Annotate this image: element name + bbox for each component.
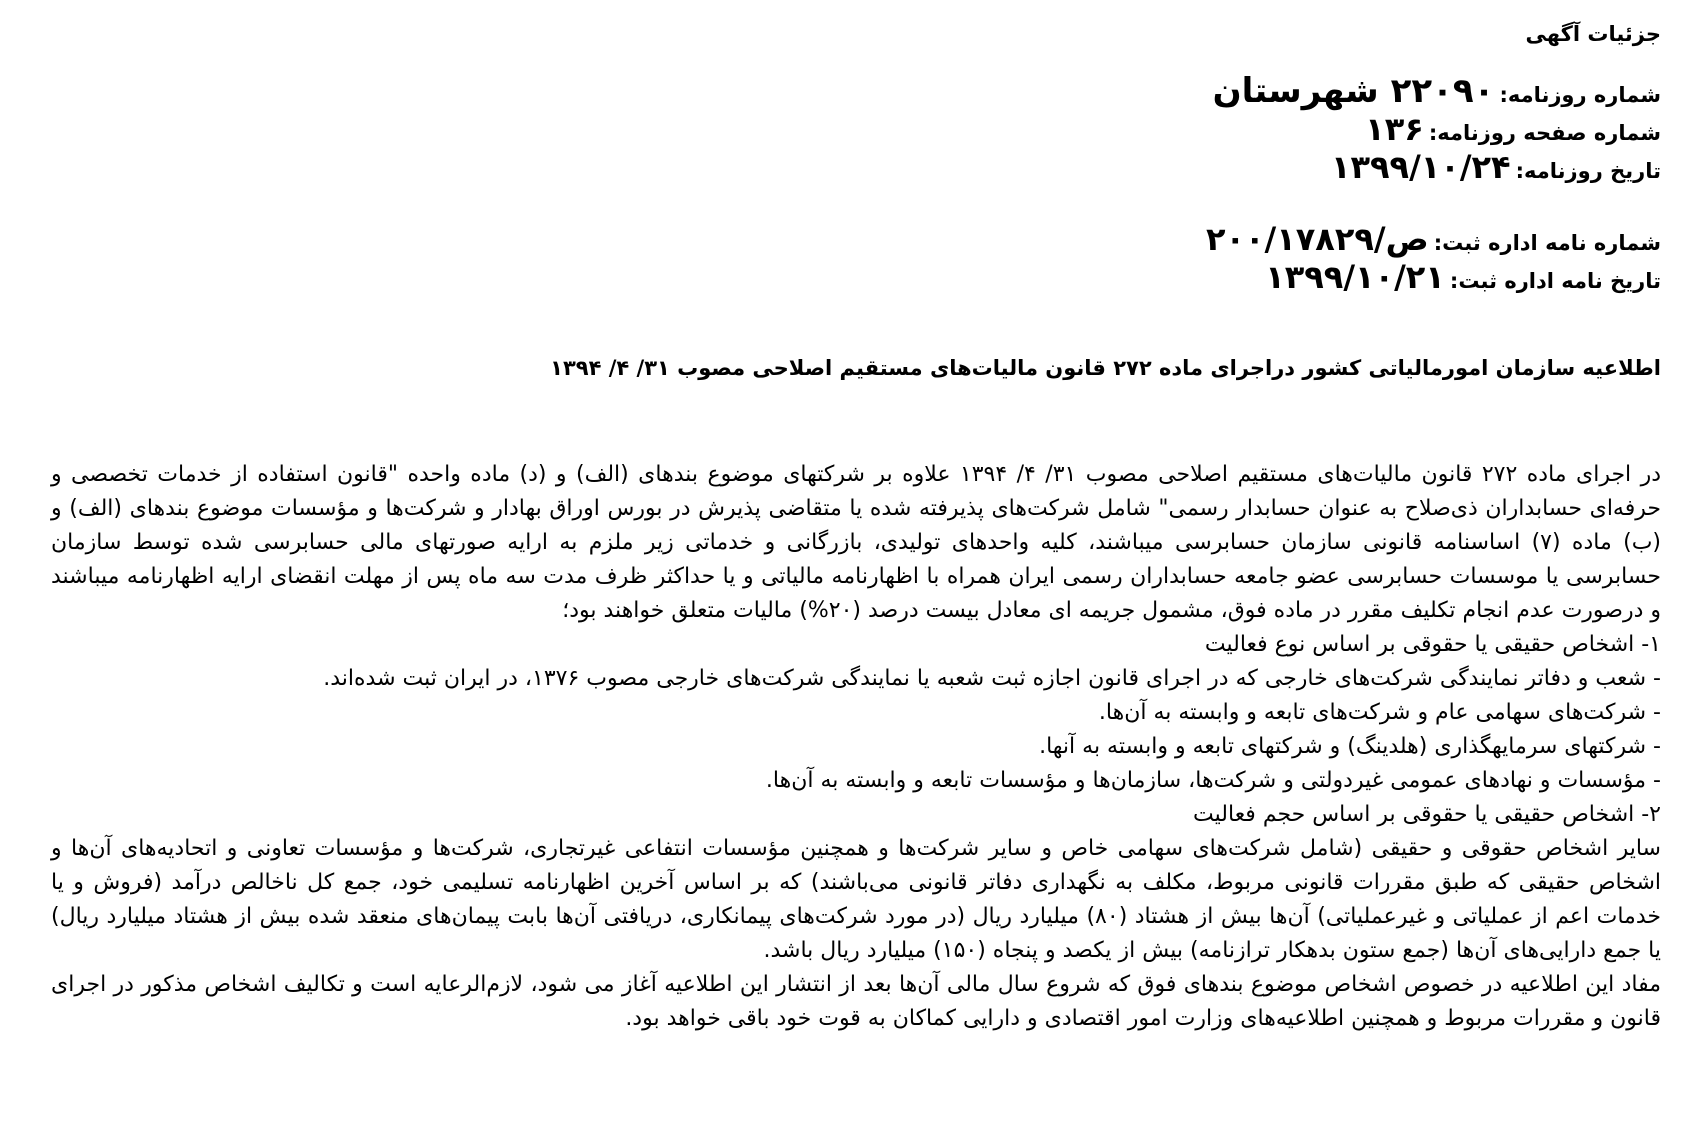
newspaper-page-row (1213, 110, 1661, 148)
newspaper-number-label: شماره روزنامه: (1499, 83, 1661, 107)
announcement-body (51, 458, 1661, 1036)
newspaper-page-label: شماره صفحه روزنامه: (1428, 121, 1661, 145)
registration-letter-number-value: ص/۲۰۰/۱۷۸۲۹ (1205, 220, 1429, 258)
section-2-title: ۲- اشخاص حقیقی یا حقوقی بر اساس حجم فعالیت (1193, 802, 1661, 827)
intro-paragraph: در اجرای ماده ۲۷۲ قانون مالیات‌های مستقیم اصلاحی مصوب ۳۱/ ۴/ ۱۳۹۴ علاوه بر شرکتهای موضوع بندهای (الف) و (د) ماده واحده "قانون استفاده از خدمات تخصصی و حرفه‌ای حسابداران ذی‌صلاح به عنوان حسابدار رسمی" شامل شرکت‌های پذیرفته شده یا متقاضی پذیرش در بورس اوراق بهادار و شرکت‌ها و مؤسسات موضوع بندهای (الف) و (ب) ماده (۷) اساسنامه قانونی سازمان حسابرسی میباشند، کلیه واحدهای تولیدی، بازرگانی و خدماتی زیر ملزم به ارایه صورتهای مالی حسابرسی شده توسط سازمان حسابرسی یا موسسات حسابرسی عضو جامعه حسابداران رسمی ایران همراه با اظهارنامه مالیاتی و یا حداکثر ظرف مدت سه ماه پس از مهلت انقضای ارایه اظهارنامه میباشند و درصورت عدم انجام تکلیف مقرر در ماده فوق، مشمول جریمه ای معادل بیست درصد (۲۰%) مالیات متعلق خواهند بود؛ (51, 462, 1662, 623)
newspaper-date-row (1213, 148, 1661, 186)
section-1-title: ۱- اشخاص حقیقی یا حقوقی بر اساس نوع فعالیت (1204, 632, 1661, 657)
newspaper-page-value: ۱۳۶ (1365, 110, 1424, 148)
newspaper-date-label: تاریخ روزنامه: (1515, 159, 1661, 183)
registration-letter-date-label: تاریخ نامه اداره ثبت: (1449, 269, 1661, 293)
registration-letter-date-row (1206, 258, 1661, 296)
page-title: جزئیات آگهی (1525, 22, 1661, 46)
section-1-item: - شرکت‌های سهامی عام و شرکت‌های تابعه و وابسته به آن‌ها. (1098, 700, 1661, 725)
newspaper-number-value: ۲۲۰۹۰ شهرستان (1212, 71, 1495, 111)
section-1-item: - مؤسسات و نهادهای عمومی غیردولتی و شرکت‌ها، سازمان‌ها و مؤسسات تابعه و وابسته به آن‌ها. (765, 768, 1661, 793)
newspaper-date-value: ۱۳۹۹/۱۰/۲۴ (1330, 148, 1511, 186)
closing-paragraph: مفاد این اطلاعیه در خصوص اشخاص موضوع بندهای فوق که شروع سال مالی آن‌ها بعد از انتشار این اطلاعیه آغاز می شود، لازم‌الرعایه است و تکالیف اشخاص مذکور در اجرای قانون و مقررات مربوط و همچنین اطلاعیه‌های وزارت امور اقتصادی و دارایی کماکان به قوت خود باقی خواهد بود. (51, 972, 1661, 1031)
registration-info (1206, 220, 1661, 296)
registration-letter-number-label: شماره نامه اداره ثبت: (1433, 231, 1661, 255)
registration-letter-number-row (1206, 220, 1661, 258)
section-1-item: - شرکتهای سرمایهگذاری (هلدینگ) و شرکتهای تابعه و وابسته به آنها. (1039, 734, 1661, 759)
section-2-paragraph: سایر اشخاص حقوقی و حقیقی (شامل شرکت‌های سهامی خاص و سایر شرکت‌ها و همچنین مؤسسات انتفاعی غیرتجاری، شرکت‌ها و مؤسسات تعاونی و اتحادیه‌های آن‌ها و اشخاص حقیقی که طبق مقررات قانونی مربوط، مکلف به نگهداری دفاتر قانونی می‌باشند) که بر اساس آخرین اظهارنامه تسلیمی خود، جمع کل ناخالص درآمد (فروش و یا خدمات اعم از عملیاتی و غیرعملیاتی) آن‌ها بیش از هشتاد (۸۰) میلیارد ریال (در مورد شرکت‌های پیمانکاری، دریافتی آن‌ها بابت پیمان‌های منعقد شده بیش از هشتاد میلیارد ریال) یا جمع دارایی‌های آن‌ها (جمع ستون بدهکار ترازنامه) بیش از یکصد و پنجاه (۱۵۰) میلیارد ریال باشد. (51, 836, 1661, 963)
newspaper-info (1213, 72, 1661, 186)
section-1-item: - شعب و دفاتر نمایندگی شرکت‌های خارجی که در اجرای قانون اجازه ثبت شعبه یا نمایندگی شرکت‌های خارجی مصوب ۱۳۷۶، در ایران ثبت شده‌اند. (323, 666, 1661, 691)
registration-letter-date-value: ۱۳۹۹/۱۰/۲۱ (1265, 258, 1445, 296)
announcement-headline: اطلاعیه سازمان امورمالیاتی کشور دراجرای ماده ۲۷۲ قانون مالیات‌های مستقیم اصلاحی مصوب ۳۱/ ۴/ ۱۳۹۴ (550, 356, 1661, 380)
newspaper-number-row (1213, 72, 1661, 110)
